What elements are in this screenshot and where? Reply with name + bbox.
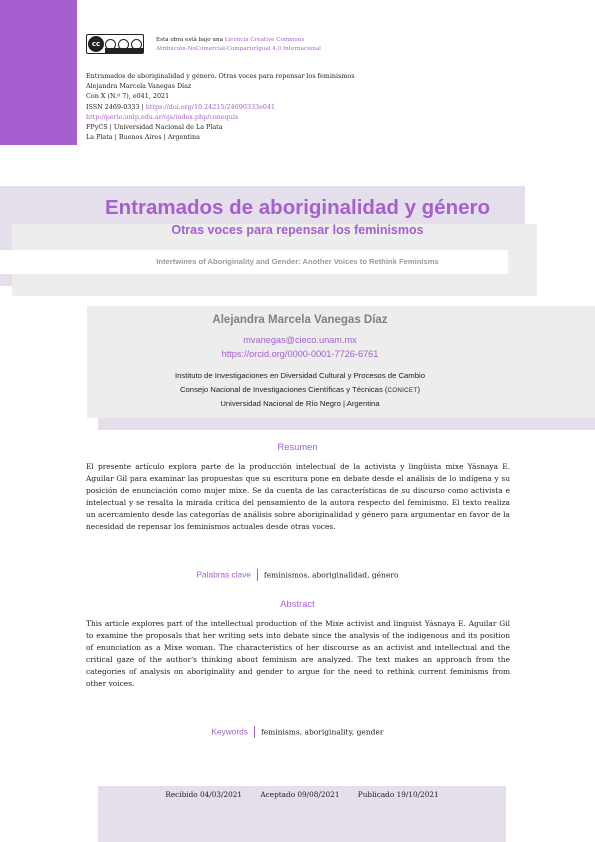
keywords-label: Keywords [211,726,248,737]
article-title: Entramados de aboriginalidad y género [104,196,491,219]
date-received: Recibido 04/03/2021 [165,790,243,799]
creative-commons-logo[interactable] [86,34,144,54]
affiliation-2-abbr: CONICET [387,387,418,394]
publication-dates [98,790,506,799]
doi-link[interactable]: https://doi.org/10.24215/24690333e041 [145,102,276,111]
affiliation-2-text: Consejo Nacional de Investigaciones Científicas y Técnicas ( [179,385,388,394]
article-metadata [86,71,355,142]
keyword-separator [257,569,258,581]
citation-author: Alejandra Marcela Vanegas Díaz [86,82,192,91]
resumen-heading: Resumen [277,441,318,452]
keyword-separator [254,726,255,738]
article-subtitle: Otras voces para repensar los feminismos [171,223,424,237]
date-accepted: Aceptado 09/08/2021 [260,790,340,799]
keywords-values: feminisms, aboriginality, gender [260,727,384,737]
palabras-clave-values: feminismos, aboriginalidad, género [263,570,399,580]
abstract-heading: Abstract [280,598,315,609]
license-prefix: Esta obra está bajo una [156,37,225,43]
english-title: Intertwines of Aboriginality and Gender: Another Voices to Rethink Feminisms [156,257,439,266]
license-strip [105,48,143,53]
keywords [0,726,595,738]
cc-icon: cc [88,36,104,52]
author-orcid-link[interactable]: https://orcid.org/0000-0001-7726-6761 [221,349,379,359]
affiliation-3: Universidad Nacional de Río Negro | Argentina [220,399,380,408]
institution: FPyCS | Universidad Nacional de La Plata [86,123,223,132]
abstract-text: This article explores part of the intellectual production of the Mixe activist and linguist Yásnaya E. Aguilar Gil to examine the proposals that her writing sets into debate since the analysis of the indigenous and its position of enunciation as a Mixe woman. The characteristics of her discourse as an activist and intellectual and the critical gaze of the author's thinking about feminism are analyzed. The text makes an approach from the categories of analysis on aboriginality and gender to argue for the need to rethink current feminisms from other voices. [86,619,510,689]
palabras-clave [0,569,595,581]
citation-title: Entramados de aboriginalidad y género. Otras voces para repensar los feminismos [86,72,355,80]
issn: ISSN 2469-0333 | [86,102,146,111]
affiliation-2 [87,385,513,394]
affiliation-2-end: ) [417,385,421,394]
author-name: Alejandra Marcela Vanegas Díaz [212,314,388,326]
date-published: Publicado 19/10/2021 [357,790,439,799]
corner-decoration [0,0,77,145]
author-email-link[interactable]: mvanegas@cieco.unam.mx [243,335,357,345]
palabras-clave-label: Palabras clave [196,569,251,580]
affiliation-1: Instituto de Investigaciones en Diversidad Cultural y Procesos de Cambio [175,371,425,380]
resumen-text: El presente artículo explora parte de la producción intelectual de la activista y lingüista mixe Yásnaya E. Aguilar Gil para examinar las propuestas que su escritura pone en debate desde el análisis de lo indígena y su posición de enunciación como mujer mixe. Se da cuenta de las características de su discurso como activista e intelectual y se resalta la mirada crítica del pensamiento de la autora respecto del feminismo. El texto realiza un acercamiento desde las categorías de análisis sobre aboriginalidad y género para argumentar en favor de la necesidad de repensar los feminismos actuales desde otras voces. [86,462,510,532]
license-link[interactable]: Licencia Creative Commons [224,37,305,43]
license-type-link[interactable]: Atribución-NoComercial-CompartirIgual 4.0 Internacional [156,46,321,52]
journal-url-link[interactable]: http://perio.unlp.edu.ar/ojs/index.php/conequis [86,112,239,121]
journal-issue: Con X (N.º 7), e041, 2021 [86,92,170,101]
place: La Plata | Buenos Aires | Argentina [86,133,200,142]
author-accent-band [98,418,595,430]
license-notice [156,36,321,54]
